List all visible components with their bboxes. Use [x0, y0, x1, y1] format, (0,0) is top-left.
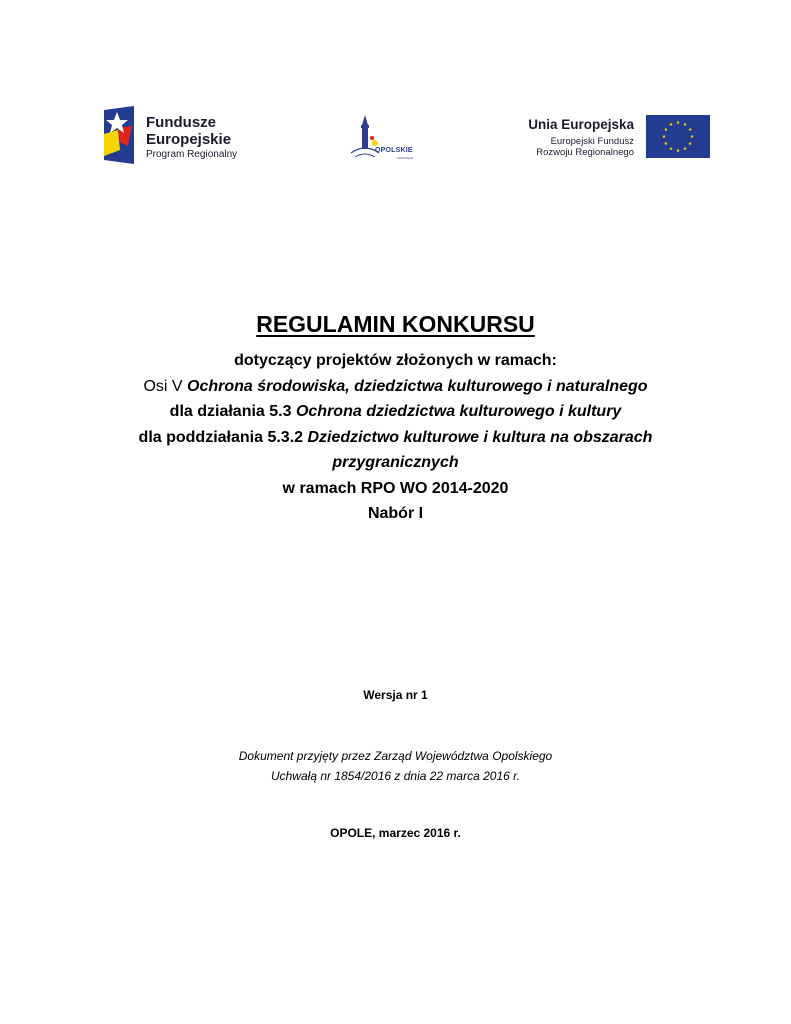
subject-program: w ramach RPO WO 2014-2020: [282, 479, 509, 497]
action-name: Ochrona dziedzictwa kulturowego i kultury: [295, 403, 622, 420]
document-title: REGULAMIN KONKURSU: [256, 311, 535, 337]
ue-title: Unia Europejska: [528, 117, 634, 132]
adoption-line2: Uchwałą nr 1854/2016 z dnia 22 marca 2016 r.: [270, 769, 521, 783]
unia-europejska-logo: [524, 115, 710, 159]
adoption-line1: Dokument przyjęty przez Zarząd Województwa Opolskiego: [238, 749, 553, 763]
subaction-name-a: Dziedzictwo kulturowe i kultura na obszarach: [307, 428, 653, 446]
subject-action: [60, 399, 731, 425]
document-version: Wersja nr 1: [363, 688, 428, 702]
fundusze-title: [146, 114, 231, 148]
ue-subtitle: [536, 136, 634, 158]
opolskie-tower-icon: [345, 113, 425, 163]
eu-flag-icon: [646, 115, 710, 158]
opolskie-tagline: KWITNĄCE: [397, 156, 413, 160]
fundusze-line2: Europejskie: [146, 131, 232, 148]
fundusze-line1: Fundusze: [146, 114, 216, 131]
fundusze-flag-icon: [104, 106, 144, 164]
axis-name: Ochrona środowiska, dziedzictwa kulturowego i naturalnego: [187, 377, 648, 395]
ue-subtitle-line2: Rozwoju Regionalnego: [536, 147, 634, 158]
ue-subtitle-line1: Europejski Fundusz: [550, 136, 634, 147]
adoption-note: [0, 746, 791, 786]
place-date: OPOLE, marzec 2016 r.: [330, 826, 461, 840]
subject-round: Nabór I: [367, 505, 424, 522]
subject-subaction: [60, 425, 731, 451]
axis-prefix: Osi V: [143, 377, 188, 395]
action-prefix: dla działania 5.3: [169, 403, 296, 420]
opolskie-logo: [345, 113, 425, 163]
subaction-prefix: dla poddziałania 5.3.2: [138, 428, 308, 446]
fundusze-subtitle: Program Regionalny: [146, 149, 238, 160]
opolskie-name: OPOLSKIE: [375, 147, 413, 154]
subject-intro: dotyczący projektów złożonych w ramach:: [234, 352, 557, 369]
document-subject: [60, 348, 731, 527]
fundusze-europejskie-logo: [104, 106, 254, 164]
subaction-name-b: przygranicznych: [332, 454, 459, 471]
subject-axis: [60, 374, 731, 400]
